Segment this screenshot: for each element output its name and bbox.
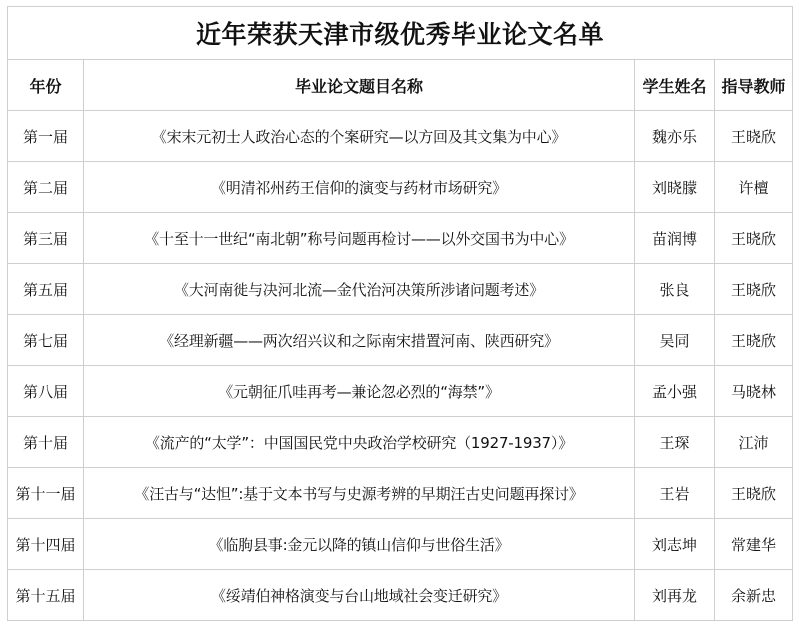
cell-year: 第七届 bbox=[8, 315, 84, 366]
cell-advisor: 常建华 bbox=[715, 519, 793, 570]
cell-year: 第十五届 bbox=[8, 570, 84, 621]
cell-advisor: 江沛 bbox=[715, 417, 793, 468]
cell-advisor: 王晓欣 bbox=[715, 213, 793, 264]
cell-thesis: 《汪古与“达怛”:基于文本书写与史源考辨的早期汪古史问题再探讨》 bbox=[84, 468, 635, 519]
table-row bbox=[8, 264, 793, 315]
cell-thesis: 《十至十一世纪“南北朝”称号问题再检讨——以外交国书为中心》 bbox=[84, 213, 635, 264]
table-row bbox=[8, 570, 793, 621]
table-row bbox=[8, 315, 793, 366]
cell-student: 刘再龙 bbox=[635, 570, 715, 621]
cell-thesis: 《宋末元初士人政治心态的个案研究—以方回及其文集为中心》 bbox=[84, 111, 635, 162]
cell-student: 魏亦乐 bbox=[635, 111, 715, 162]
table-row bbox=[8, 111, 793, 162]
table-row bbox=[8, 519, 793, 570]
cell-advisor: 许檀 bbox=[715, 162, 793, 213]
cell-year: 第三届 bbox=[8, 213, 84, 264]
cell-student: 孟小强 bbox=[635, 366, 715, 417]
header-student: 学生姓名 bbox=[635, 60, 715, 111]
cell-student: 张良 bbox=[635, 264, 715, 315]
title-row bbox=[8, 7, 793, 60]
table-row bbox=[8, 213, 793, 264]
cell-year: 第十一届 bbox=[8, 468, 84, 519]
cell-thesis: 《流产的“太学”：中国国民党中央政治学校研究（1927-1937）》 bbox=[84, 417, 635, 468]
cell-student: 刘晓朦 bbox=[635, 162, 715, 213]
cell-student: 王岩 bbox=[635, 468, 715, 519]
cell-thesis: 《临朐县事:金元以降的镇山信仰与世俗生活》 bbox=[84, 519, 635, 570]
cell-thesis: 《明清祁州药王信仰的演变与药材市场研究》 bbox=[84, 162, 635, 213]
cell-year: 第八届 bbox=[8, 366, 84, 417]
header-thesis: 毕业论文题目名称 bbox=[84, 60, 635, 111]
cell-year: 第二届 bbox=[8, 162, 84, 213]
cell-advisor: 王晓欣 bbox=[715, 111, 793, 162]
cell-advisor: 余新忠 bbox=[715, 570, 793, 621]
table-row bbox=[8, 162, 793, 213]
cell-thesis: 《经理新疆——两次绍兴议和之际南宋措置河南、陕西研究》 bbox=[84, 315, 635, 366]
table-row bbox=[8, 417, 793, 468]
cell-thesis: 《绥靖伯神格演变与台山地域社会变迁研究》 bbox=[84, 570, 635, 621]
cell-advisor: 王晓欣 bbox=[715, 264, 793, 315]
cell-advisor: 王晓欣 bbox=[715, 315, 793, 366]
award-table bbox=[7, 6, 793, 621]
cell-year: 第十四届 bbox=[8, 519, 84, 570]
header-advisor: 指导教师 bbox=[715, 60, 793, 111]
cell-advisor: 马晓林 bbox=[715, 366, 793, 417]
cell-student: 王琛 bbox=[635, 417, 715, 468]
table-row bbox=[8, 468, 793, 519]
cell-year: 第十届 bbox=[8, 417, 84, 468]
table-title: 近年荣获天津市级优秀毕业论文名单 bbox=[8, 7, 793, 60]
cell-advisor: 王晓欣 bbox=[715, 468, 793, 519]
cell-student: 苗润博 bbox=[635, 213, 715, 264]
header-year: 年份 bbox=[8, 60, 84, 111]
header-row bbox=[8, 60, 793, 111]
table-row bbox=[8, 366, 793, 417]
cell-year: 第一届 bbox=[8, 111, 84, 162]
cell-student: 吴同 bbox=[635, 315, 715, 366]
cell-year: 第五届 bbox=[8, 264, 84, 315]
cell-thesis: 《大河南徙与决河北流—金代治河决策所涉诸问题考述》 bbox=[84, 264, 635, 315]
cell-thesis: 《元朝征爪哇再考—兼论忽必烈的“海禁”》 bbox=[84, 366, 635, 417]
cell-student: 刘志坤 bbox=[635, 519, 715, 570]
